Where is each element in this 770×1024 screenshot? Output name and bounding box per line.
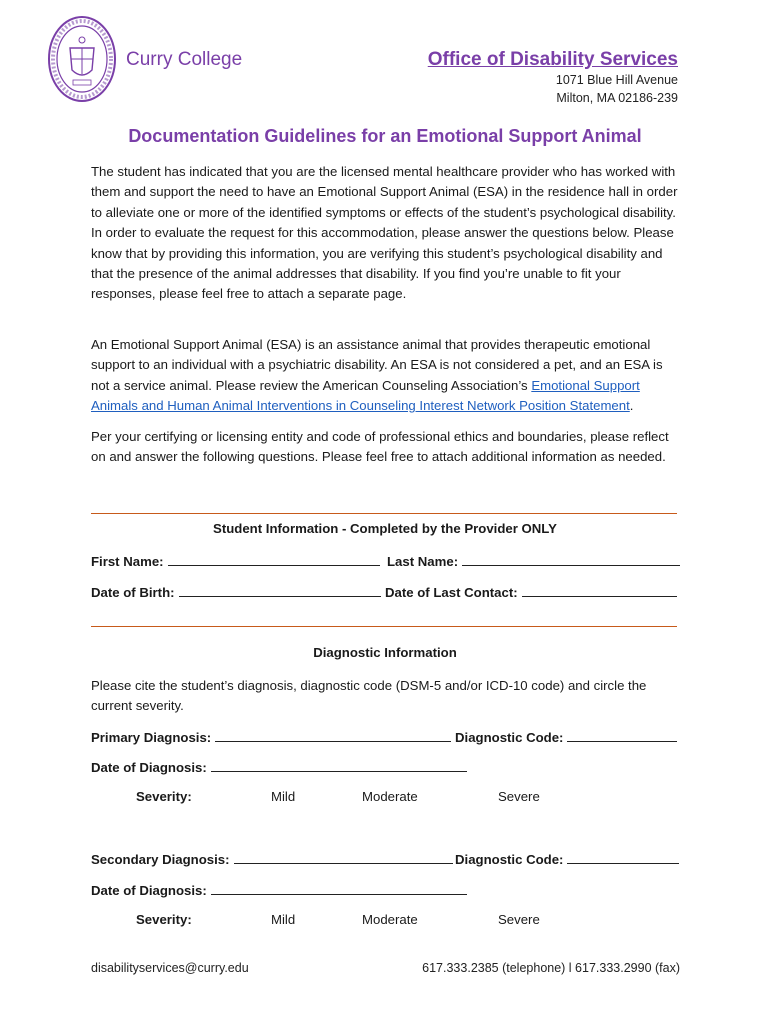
ethics-paragraph: Per your certifying or licensing entity and code of professional ethics and boundaries, please reflect on and answer the following questions. Please feel free to attach additional information as needed. <box>91 429 669 465</box>
document-title: Documentation Guidelines for an Emotional Support Animal <box>128 126 642 146</box>
esa-paragraph <box>91 335 681 417</box>
primary-diagnosis-field[interactable] <box>91 728 451 745</box>
secondary-severity-severe[interactable]: Severe <box>498 912 540 927</box>
secondary-code-label: Diagnostic Code: <box>455 852 564 867</box>
primary-date-line[interactable] <box>211 758 467 772</box>
primary-date-label: Date of Diagnosis: <box>91 760 207 775</box>
primary-severity-moderate[interactable]: Moderate <box>362 789 418 804</box>
position-statement-link[interactable]: Emotional Support Animals and Human Animal Interventions in Counseling Interest Network Position Statement <box>91 377 640 414</box>
last-name-field[interactable] <box>387 552 680 569</box>
section-divider <box>91 513 677 514</box>
secondary-severity-moderate[interactable]: Moderate <box>362 912 418 927</box>
secondary-diagnosis-label: Secondary Diagnosis: <box>91 852 230 867</box>
dob-line[interactable] <box>179 583 381 597</box>
secondary-diagnosis-field[interactable] <box>91 850 453 867</box>
primary-severity-label: Severity: <box>136 789 192 804</box>
student-info-title: Student Information - Completed by the Provider ONLY <box>213 521 557 536</box>
secondary-code-field[interactable] <box>455 850 679 867</box>
last-contact-line[interactable] <box>522 583 677 597</box>
dob-label: Date of Birth: <box>91 585 175 600</box>
last-name-line[interactable] <box>462 552 680 566</box>
primary-code-label: Diagnostic Code: <box>455 730 564 745</box>
last-contact-field[interactable] <box>385 583 677 600</box>
address-line-2: Milton, MA 02186-239 <box>556 91 678 105</box>
last-name-label: Last Name: <box>387 554 459 569</box>
secondary-date-field[interactable] <box>91 881 467 898</box>
esa-paragraph-end: . <box>629 398 634 414</box>
footer-phones: 617.333.2385 (telephone) l 617.333.2990 (fax) <box>422 961 680 975</box>
secondary-code-line[interactable] <box>567 850 679 864</box>
primary-severity-severe[interactable]: Severe <box>498 789 540 804</box>
first-name-field[interactable] <box>91 552 380 569</box>
primary-date-field[interactable] <box>91 758 467 775</box>
address-line-1: 1071 Blue Hill Avenue <box>555 73 678 87</box>
secondary-date-line[interactable] <box>211 881 467 895</box>
first-name-line[interactable] <box>168 552 380 566</box>
primary-diagnosis-label: Primary Diagnosis: <box>91 730 212 745</box>
diagnostic-title: Diagnostic Information <box>313 645 457 660</box>
college-name: Curry College <box>126 49 243 70</box>
primary-severity-mild[interactable]: Mild <box>271 789 296 804</box>
office-title: Office of Disability Services <box>427 49 678 70</box>
secondary-severity-mild[interactable]: Mild <box>271 912 296 927</box>
secondary-date-label: Date of Diagnosis: <box>91 883 207 898</box>
primary-diagnosis-line[interactable] <box>215 728 451 742</box>
dob-field[interactable] <box>91 583 381 600</box>
intro-paragraph: The student has indicated that you are the licensed mental healthcare provider who has worked with them and support the need to have an Emotional Support Animal (ESA) in the residence hall in order to alleviate one or more of the identified symptoms or effects of the student’s psychological disability. In order to evaluate the request for this accommodation, please answer the questions below. Please know that by providing this information, you are verifying this student’s psychological disability and that the presence of the animal addresses that disability. If you find you’re unable to fit your responses, please feel free to attach a separate page. <box>91 164 678 302</box>
first-name-label: First Name: <box>91 554 164 569</box>
footer-email[interactable]: disabilityservices@curry.edu <box>91 961 249 975</box>
secondary-diagnosis-line[interactable] <box>234 850 453 864</box>
primary-code-line[interactable] <box>567 728 677 742</box>
secondary-severity-label: Severity: <box>136 912 192 927</box>
esa-paragraph-text: An Emotional Support Animal (ESA) is an assistance animal that provides therapeutic emotional support to an individual with a psychiatric disability. An ESA is not considered a pet, and an ESA is not a service animal. Please review the American Counseling Association’s <box>91 337 663 393</box>
primary-code-field[interactable] <box>455 728 677 745</box>
diagnostic-instructions: Please cite the student’s diagnosis, diagnostic code (DSM-5 and/or ICD-10 code) and circle the current severity. <box>91 678 647 714</box>
college-seal <box>46 14 118 104</box>
section-divider <box>91 626 677 627</box>
last-contact-label: Date of Last Contact: <box>385 585 518 600</box>
